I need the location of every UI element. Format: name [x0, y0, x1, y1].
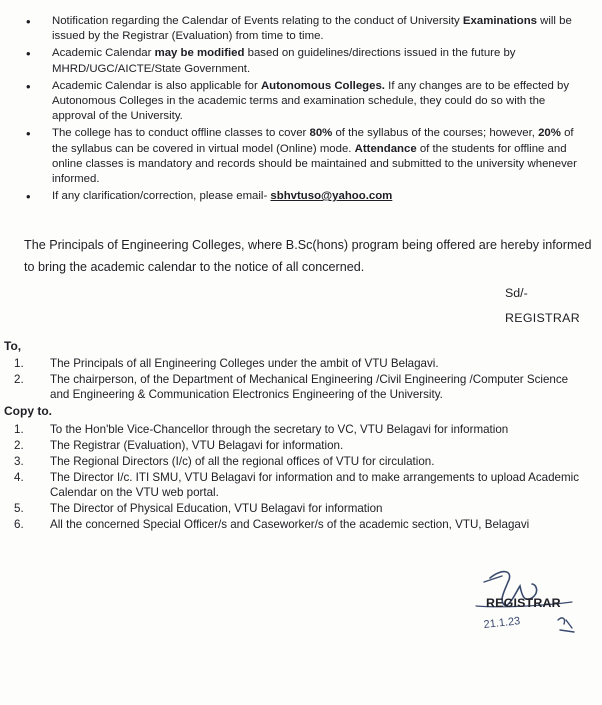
- item-text: The Regional Directors (I/c) of all the regional offices of VTU for circulation.: [50, 455, 435, 468]
- item-number: 1.: [14, 357, 24, 370]
- item-number: 1.: [14, 423, 24, 436]
- bullet-dot-icon: •: [26, 46, 31, 62]
- list-item: [14, 454, 586, 469]
- item-text: The Director of Physical Education, VTU Belagavi for information: [50, 502, 383, 515]
- bullet-list: [26, 14, 578, 206]
- list-item: [14, 470, 586, 500]
- bullet-item: • Notification regarding the Calendar of Events relating to the conduct of University Examinations will be issued by the Registrar (Evaluation) from time to time.: [26, 14, 578, 44]
- item-text: The Registrar (Evaluation), VTU Belagavi for information.: [50, 439, 344, 452]
- to-heading: To,: [4, 339, 22, 353]
- principals-paragraph: The Principals of Engineering Colleges, where B.Sc(hons) program being offered are hereby informed to bring the academic calendar to the notice of all concerned.: [24, 238, 592, 274]
- bullet-item: • Academic Calendar is also applicable for Autonomous Colleges. If any changes are to be effected by Autonomous Colleges in the academic terms and examination schedule, they could do so with the approval of the University.: [26, 79, 578, 125]
- item-number: 3.: [14, 455, 24, 468]
- item-number: 4.: [14, 471, 24, 484]
- item-text: All the concerned Special Officer/s and Caseworker/s of the academic section, VTU, Belagavi: [50, 518, 530, 531]
- copy-to-list: [14, 422, 586, 533]
- registrar-title: REGISTRAR: [505, 311, 580, 325]
- copy-to-heading: Copy to.: [4, 404, 52, 418]
- email-link[interactable]: sbhvtuso@yahoo.com: [270, 190, 393, 203]
- bullet-dot-icon: •: [26, 14, 31, 29]
- item-text: The Principals of all Engineering Colleges under the ambit of VTU Belagavi.: [50, 357, 439, 370]
- signature-date: 21.1.23: [483, 615, 521, 631]
- item-text: The Director I/c. ITI SMU, VTU Belagavi for information and to make arrangements to upload Academic Calendar on the VTU web portal.: [50, 471, 580, 499]
- bullet-dot-icon: •: [26, 78, 31, 94]
- item-number: 2.: [14, 373, 24, 386]
- sd-mark: Sd/-: [505, 286, 528, 300]
- list-item: [14, 501, 586, 516]
- item-text: To the Hon'ble Vice-Chancellor through the secretary to VC, VTU Belagavi for information: [50, 423, 509, 436]
- item-number: 2.: [14, 439, 24, 452]
- bullet-item: • Academic Calendar may be modified based on guidelines/directions issued in the future by MHRD/UGC/AICTE/State Government.: [26, 46, 578, 76]
- bullet-dot-icon: •: [26, 126, 31, 142]
- bullet-item: • The college has to conduct offline classes to cover 80% of the syllabus of the courses; however, 20% of the syllabus can be covered in virtual model (Online) mode. Attendance of the students for offline and online classes is mandatory and records should be maintained and submitted to the university whenever informed.: [26, 126, 578, 187]
- item-number: 5.: [14, 502, 24, 515]
- bullet-dot-icon: •: [26, 189, 31, 205]
- list-item: [14, 517, 586, 532]
- bullet-item: • If any clarification/correction, please email- sbhvtuso@yahoo.com: [26, 189, 393, 205]
- item-text: The chairperson, of the Department of Mechanical Engineering /Civil Engineering /Computer Science and Engineering & Communication Electronics Engineering of the University.: [50, 373, 569, 401]
- list-item: [14, 422, 586, 437]
- list-item: [14, 372, 586, 402]
- signature-registrar-label: REGISTRAR: [486, 596, 561, 610]
- to-list: [14, 356, 586, 403]
- list-item: [14, 356, 586, 371]
- item-number: 6.: [14, 518, 24, 531]
- list-item: [14, 438, 586, 453]
